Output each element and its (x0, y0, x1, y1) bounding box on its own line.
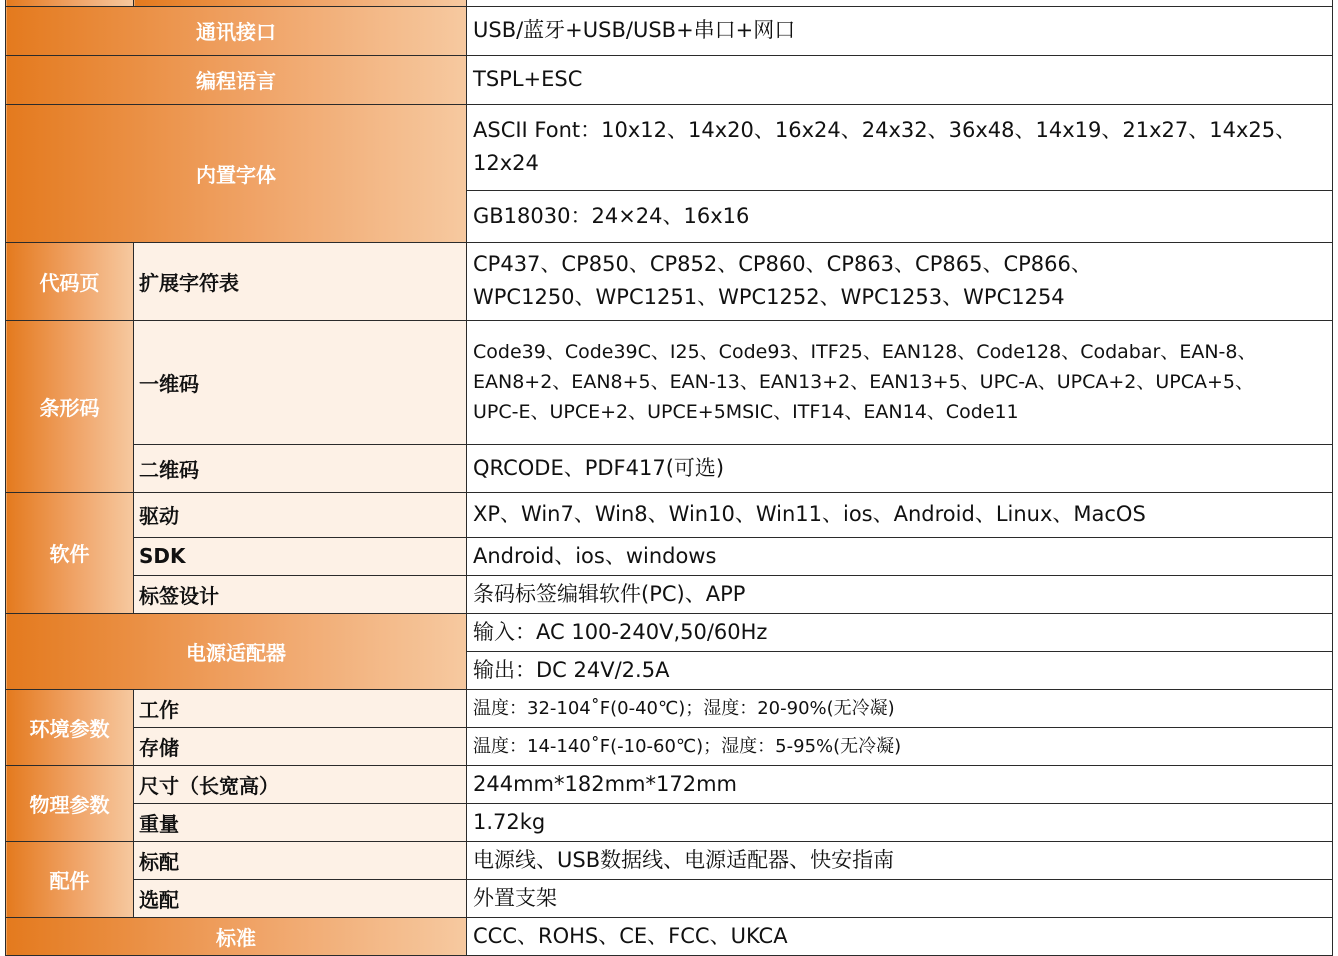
category-lang: 编程语言 (6, 55, 467, 104)
value-barcode-2d: QRCODE、PDF417(可选) (467, 444, 1333, 492)
table-row (6, 242, 1333, 320)
category-codepage: 代码页 (6, 242, 134, 320)
value-font-gb: GB18030：24×24、16x16 (467, 190, 1333, 242)
value-phys-weight: 1.72kg (467, 803, 1333, 841)
value-lang: TSPL+ESC (467, 55, 1333, 104)
value-phys-size: 244mm*182mm*172mm (467, 765, 1333, 803)
table-row (6, 492, 1333, 537)
value-software-driver: XP、Win7、Win8、Win10、Win11、ios、Android、Linux、MacOS (467, 492, 1333, 537)
table-row (6, 575, 1333, 613)
value-line: EAN8+2、EAN8+5、EAN-13、EAN13+2、EAN13+5、UPC-A、UPCA+2、UPCA+5、 (473, 371, 1255, 393)
value-font-ascii (467, 104, 1333, 190)
value-acc-standard: 电源线、USB数据线、电源适配器、快安指南 (467, 841, 1333, 879)
category-acc: 配件 (6, 841, 134, 917)
table-row (6, 803, 1333, 841)
sub-software-sdk: SDK (134, 537, 467, 575)
table-row (6, 104, 1333, 190)
value-line: Code39、Code39C、I25、Code93、ITF25、EAN128、Code128、Codabar、EAN-8、 (473, 341, 1257, 363)
value-power-input: 输入：AC 100-240V,50/60Hz (467, 613, 1333, 651)
value-env-work: 温度：32-104˚F(0-40℃)；湿度：20-90%(无冷凝) (467, 689, 1333, 727)
table-row (6, 537, 1333, 575)
table-row (6, 765, 1333, 803)
spec-table (5, 0, 1333, 956)
category-font: 内置字体 (6, 104, 467, 242)
sub-software-design: 标签设计 (134, 575, 467, 613)
value-line: CP437、CP850、CP852、CP860、CP863、CP865、CP866、 (473, 252, 1092, 276)
table-row (6, 55, 1333, 104)
sub-software-driver: 驱动 (134, 492, 467, 537)
table-row (6, 841, 1333, 879)
value-comm: USB/蓝牙+USB/USB+串口+网口 (467, 6, 1333, 55)
category-barcode: 条形码 (6, 320, 134, 492)
value-line: WPC1250、WPC1251、WPC1252、WPC1253、WPC1254 (473, 285, 1065, 309)
value-power-output: 输出：DC 24V/2.5A (467, 651, 1333, 689)
value-line: ASCII Font：10x12、14x20、16x24、24x32、36x48、14x19、21x27、14x25、 (473, 118, 1297, 142)
value-barcode-1d (467, 320, 1333, 444)
value-std: CCC、ROHS、CE、FCC、UKCA (467, 917, 1333, 955)
table-row (6, 320, 1333, 444)
table-row (6, 6, 1333, 55)
sub-acc-optional: 选配 (134, 879, 467, 917)
value-codepage (467, 242, 1333, 320)
table-row (6, 613, 1333, 651)
sub-phys-weight: 重量 (134, 803, 467, 841)
sub-env-work: 工作 (134, 689, 467, 727)
value-software-design: 条码标签编辑软件(PC)、APP (467, 575, 1333, 613)
sub-env-store: 存储 (134, 727, 467, 765)
category-software: 软件 (6, 492, 134, 613)
sub-barcode-2d: 二维码 (134, 444, 467, 492)
sub-acc-standard: 标配 (134, 841, 467, 879)
category-comm: 通讯接口 (6, 6, 467, 55)
value-line: 12x24 (473, 151, 539, 175)
value-acc-optional: 外置支架 (467, 879, 1333, 917)
sub-barcode-1d: 一维码 (134, 320, 467, 444)
category-power: 电源适配器 (6, 613, 467, 689)
table-row (6, 879, 1333, 917)
sub-codepage: 扩展字符表 (134, 242, 467, 320)
sub-phys-size: 尺寸（长宽高） (134, 765, 467, 803)
category-std: 标准 (6, 917, 467, 955)
table-row (6, 727, 1333, 765)
value-env-store: 温度：14-140˚F(-10-60℃)；湿度：5-95%(无冷凝) (467, 727, 1333, 765)
table-row (6, 689, 1333, 727)
value-line: UPC-E、UPCE+2、UPCE+5MSIC、ITF14、EAN14、Code11 (473, 401, 1019, 423)
table-row (6, 444, 1333, 492)
category-env: 环境参数 (6, 689, 134, 765)
value-software-sdk: Android、ios、windows (467, 537, 1333, 575)
table-row (6, 917, 1333, 955)
category-phys: 物理参数 (6, 765, 134, 841)
